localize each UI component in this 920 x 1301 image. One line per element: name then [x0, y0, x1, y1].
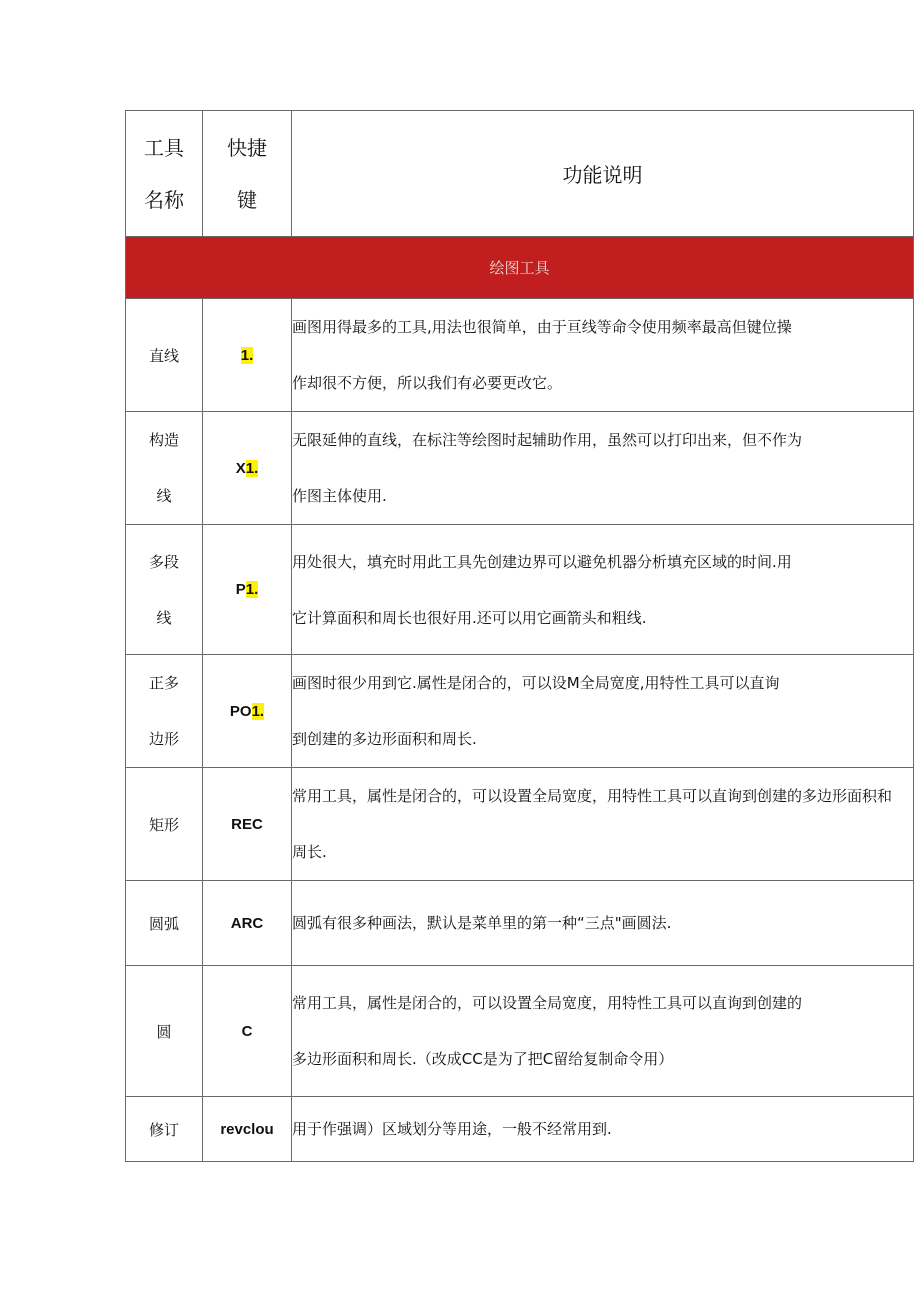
- shortcut-key-text: P: [235, 581, 246, 598]
- shortcut-key-text: ARC: [230, 914, 264, 932]
- description-cell: [292, 299, 914, 412]
- table-row: [126, 768, 914, 881]
- description-line: 它计算面积和周长也很好用.还可以用它画箭头和粗线.: [292, 608, 647, 627]
- shortcut-key-cell: [203, 655, 292, 768]
- tool-name-text: 正多: [148, 674, 179, 692]
- shortcut-key-highlight: 1.: [240, 346, 254, 364]
- tool-name-text: 构造: [148, 431, 179, 449]
- description-line: 无限延伸的直线，在标注等绘图时起辅助作用，虽然可以打印出来，但不作为: [292, 431, 803, 449]
- table-row: [126, 881, 914, 966]
- shortcut-key-highlight: 1.: [251, 702, 265, 720]
- shortcut-key-text: REC: [231, 815, 263, 833]
- tool-name-text: 圆弧: [148, 914, 179, 933]
- table-header-row: [126, 111, 914, 237]
- tool-name-cell: [126, 768, 203, 881]
- tool-name-text: 线: [156, 487, 172, 505]
- section-title: 绘图工具: [126, 237, 914, 299]
- description-line: 用处很大，填充时用此工具先创建边界可以避免机器分析填充区域的时间.用: [292, 552, 792, 571]
- shortcut-key-text: revclou: [220, 1120, 274, 1138]
- shortcut-key-text: X: [235, 459, 246, 477]
- description-line: 作图主体使用.: [292, 487, 387, 505]
- description-cell: [292, 1097, 914, 1162]
- description-cell: [292, 768, 914, 881]
- table-row: [126, 299, 914, 412]
- header-description: 功能说明: [292, 111, 914, 237]
- table-row: [126, 525, 914, 655]
- shortcut-key-highlight: 1.: [245, 581, 259, 598]
- description-line: 常用工具，属性是闭合的，可以设置全局宽度，用特性工具可以直询到创建的: [292, 994, 803, 1012]
- section-row: [126, 237, 914, 299]
- table-row: [126, 1097, 914, 1162]
- tool-name-text: 多段: [148, 552, 179, 571]
- description-cell: [292, 966, 914, 1097]
- shortcut-key-text: C: [241, 1022, 253, 1040]
- shortcut-key-cell: [203, 412, 292, 525]
- tool-name-cell: [126, 881, 203, 966]
- header-tool-name: 工具 名称: [126, 111, 203, 237]
- description-cell: [292, 412, 914, 525]
- description-line: 画图时很少用到它.属性是闭合的，可以设M全局宽度,用特性工具可以直询: [292, 674, 780, 692]
- tool-name-cell: [126, 525, 203, 655]
- shortcut-key-highlight: 1.: [245, 459, 259, 477]
- description-line: 常用工具，属性是闭合的，可以设置全局宽度，用特性工具可以直询到创建的多边形面积和: [292, 787, 893, 805]
- description-line: 周长.: [292, 843, 327, 861]
- tool-name-text: 直线: [148, 346, 179, 365]
- shortcut-key-cell: [203, 966, 292, 1097]
- description-line: 作却很不方便，所以我们有必要更改它。: [292, 374, 563, 392]
- tool-name-text: 线: [156, 608, 172, 627]
- description-line: 多边形面积和周长.（改成CC是为了把C留给复制命令用）: [292, 1050, 674, 1068]
- tool-name-text: 矩形: [148, 815, 179, 834]
- description-cell: [292, 655, 914, 768]
- tool-name-text: 圆: [156, 1022, 172, 1041]
- tool-name-cell: [126, 966, 203, 1097]
- shortcut-key-cell: [203, 525, 292, 655]
- description-cell: [292, 881, 914, 966]
- tool-name-cell: [126, 412, 203, 525]
- table-row: [126, 412, 914, 525]
- tool-name-text: 修订: [148, 1120, 179, 1139]
- shortcut-key-cell: [203, 768, 292, 881]
- tool-name-cell: [126, 1097, 203, 1162]
- table-row: [126, 655, 914, 768]
- header-shortcut-key: 快捷 键: [203, 111, 292, 237]
- description-line: 画图用得最多的工具,用法也很简单，由于亘线等命令使用频率最高但键位操: [292, 318, 792, 336]
- description-line: 用于作强调）区域划分等用途，一般不经常用到.: [292, 1120, 612, 1138]
- tool-name-text: 边形: [148, 730, 179, 748]
- shortcut-key-text: PO: [229, 702, 252, 720]
- tool-shortcut-table: [125, 110, 914, 1162]
- shortcut-key-cell: [203, 881, 292, 966]
- description-line: 到创建的多边形面积和周长.: [292, 730, 477, 748]
- description-cell: [292, 525, 914, 655]
- table-row: [126, 966, 914, 1097]
- shortcut-key-cell: [203, 299, 292, 412]
- tool-name-cell: [126, 655, 203, 768]
- description-line: 圆弧有很多种画法，默认是菜单里的第一种“三点"画圆法.: [292, 914, 672, 932]
- shortcut-key-cell: [203, 1097, 292, 1162]
- tool-name-cell: [126, 299, 203, 412]
